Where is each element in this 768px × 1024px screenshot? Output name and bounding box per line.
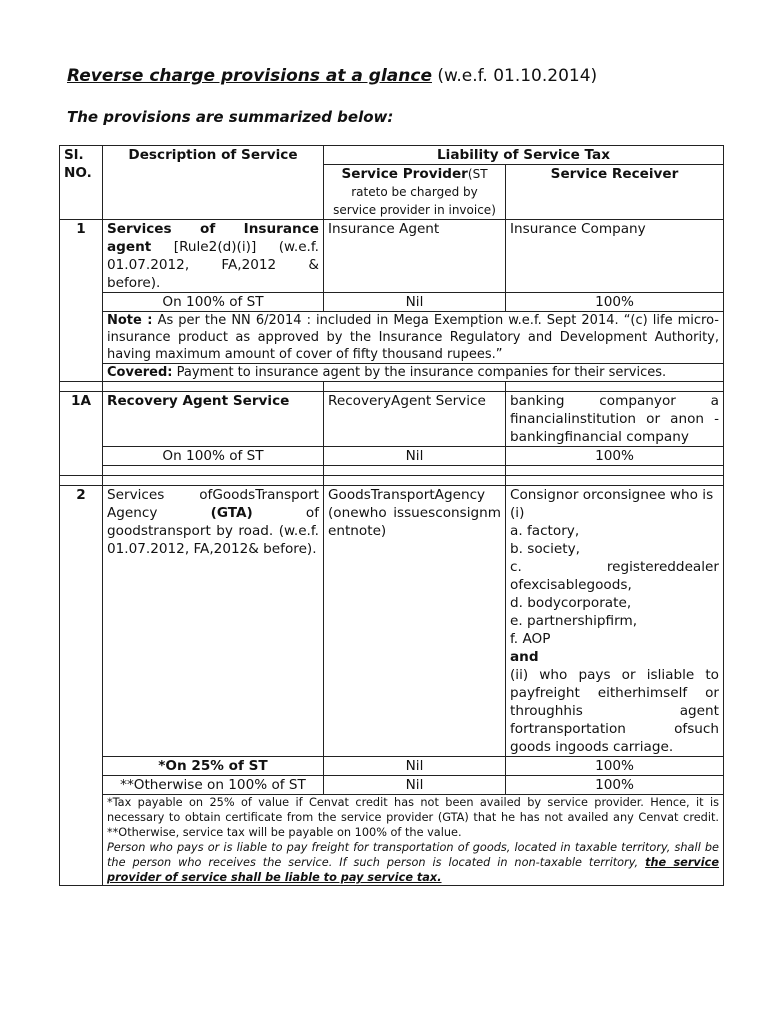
row1-number: 1 [60,220,103,382]
table-header-row [60,146,724,165]
row1-share-provider: Nil [324,293,506,312]
row1a-description: Recovery Agent Service [103,392,324,447]
list-item: b. society, [510,541,580,557]
title-main: Reverse charge provisions at a glance [67,66,432,86]
title-date: (w.e.f. 01.10.2014) [437,66,598,86]
table-row [60,757,724,776]
row2-share25-provider: Nil [324,757,506,776]
row1-description-bold: Services of Insurance agent [107,221,319,255]
row1a-share-label: On 100% of ST [103,447,324,466]
row2-receiver-intro: Consignor orconsignee who is [510,487,714,503]
table-row [60,392,724,447]
row1-share-label: On 100% of ST [103,293,324,312]
row2-number: 2 [60,486,103,886]
row1-note-text: As per the NN 6/2014 : included in Mega Exemption w.e.f. Sept 2014. “(c) life micro-insurance product as approved by the Insurance Regulatory and Development Authority, having maximum amount of cover of fifty thousand rupees.” [107,313,719,362]
row1-share-receiver: 100% [506,293,724,312]
row1-covered-label: Covered: [107,365,173,380]
row2-footnote-2-bold: the service provider of service shall be liable to pay service tax. [107,856,720,884]
row2-footnote-2-italic: Person who pays or is liable to pay freight for transportation of goods, located in taxable territory, shall be the person who receives the service. If such person is located in non-taxable territory, [107,841,719,869]
table-row [60,364,724,382]
row2-description [103,486,324,757]
row1-covered-text: Payment to insurance agent by the insurance companies for their services. [176,365,667,380]
document-title [67,66,597,86]
row2-share25-label: *On 25% of ST [103,757,324,776]
row2-receiver-list [510,522,719,648]
row1-provider: Insurance Agent [324,220,506,293]
list-item: d. bodycorporate, [510,595,632,611]
row2-description-pre: Services ofGoodsTransport Agency [107,487,319,521]
row2-provider: GoodsTransportAgency (onewho issuesconsignmentnote) [324,486,506,757]
row2-share100-provider: Nil [324,776,506,795]
header-provider-cell [324,165,506,220]
row1a-receiver: banking companyor a financialinstitution or anon - bankingfinancial company [506,392,724,447]
row1a-share-receiver: 100% [506,447,724,466]
table-row [60,312,724,364]
row2-share25-receiver: 100% [506,757,724,776]
row2-receiver [506,486,724,757]
table-row [60,776,724,795]
header-receiver: Service Receiver [506,165,724,220]
document-subtitle: The provisions are summarized below: [67,108,394,126]
header-liability: Liability of Service Tax [324,146,724,165]
list-item: f. AOP [510,631,551,647]
reverse-charge-table [59,145,724,886]
table-spacer-row [60,466,724,476]
row1-description [103,220,324,293]
table-row [60,220,724,293]
header-provider: Service Provider [341,166,468,182]
header-provider-note: (ST rateto be charged by service provider in invoice) [333,167,496,217]
row1-receiver: Insurance Company [506,220,724,293]
table-row [60,293,724,312]
table-row [60,795,724,886]
row2-receiver-ii: (ii) who pays or isliable to payfreight eitherhimself or throughhis agent fortransportation ofsuch goods ingoods carriage. [510,667,719,755]
table-spacer-row [60,476,724,486]
row2-footnote-1: *Tax payable on 25% of value if Cenvat credit has not been availed by service provider. Hence, it is necessary to obtain certificate from the service provider (GTA) that he has not availed any Cenvat credit. **Otherwise, service tax will be payable on 100% of the value. [107,796,719,839]
row1a-share-provider: Nil [324,447,506,466]
row1-covered [103,364,724,382]
list-item: a. factory, [510,523,580,539]
row2-description-post: of goodstransport by road. (w.e.f. 01.07.2012, FA,2012& before). [107,505,320,557]
row2-footnotes [103,795,724,886]
list-item: e. partnershipfirm, [510,613,638,629]
row1-description-rest: [Rule2(d)(i)] (w.e.f. 01.07.2012, FA,2012 & before). [107,239,319,291]
table-spacer-row [60,382,724,392]
row2-share100-label: **Otherwise on 100% of ST [103,776,324,795]
row1a-number: 1A [60,392,103,476]
row2-receiver-and: and [510,649,539,665]
row1a-provider: RecoveryAgent Service [324,392,506,447]
table-row [60,486,724,757]
row2-description-bold: (GTA) [210,505,253,521]
header-description: Description of Service [103,146,324,220]
row1-note-label: Note : [107,313,153,328]
row2-share100-receiver: 100% [506,776,724,795]
row2-receiver-i: (i) [510,505,525,521]
table-row [60,447,724,466]
list-item: c. registereddealer ofexcisablegoods, [510,559,719,593]
header-sl-no: Sl. NO. [60,146,103,220]
row2-footnote-2 [107,840,719,885]
row1-note [103,312,724,364]
